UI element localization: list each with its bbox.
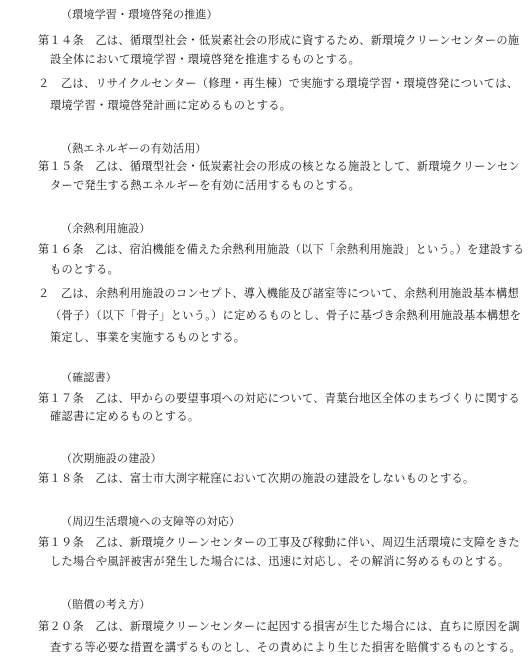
article-text-line: 第１４条 乙は、循環型社会・低炭素社会の形成に資するため、新環境クリーンセンターの施 [38,34,520,47]
article-text-line: ２ 乙は、リサイクルセンター（修理・再生棟）で実施する環境学習・環境啓発については、 [38,77,519,90]
article-text-line: 第１６条 乙は、宿泊機能を備えた余熱利用施設（以下「余熱利用施設」という。）を建設する [38,243,525,256]
article-heading: （余熱利用施設） [61,222,151,235]
article-text-line: 第１７条 乙は、甲からの要望事項への対応について、青葉台地区全体のまちづくりに関する [38,392,520,405]
article-text-line: 第２０条 乙は、新環境クリーンセンターに起因する損害が生じた場合には、直ちに原因を調 [38,620,520,633]
article-text-line: ものとする。 [50,263,119,276]
article-text-line: 確認書に定めるものとする。 [50,410,200,423]
article-text-line: 第１５条 乙は、循環型社会・低炭素社会の形成の核となる施設として、新環境クリーンセン [38,160,521,173]
article-heading: （次期施設の建設） [61,452,162,465]
article-text-line: した場合や風評被害が発生した場合には、迅速に対応し、その解消に努めるものとする。 [50,555,510,568]
article-heading: （賠償の考え方） [61,598,151,611]
article-heading: （熱エネルギーの有効活用） [61,142,207,155]
article-heading: （環境学習・環境啓発の推進） [61,8,218,21]
article-text-line: ２ 乙は、余熱利用施設のコンセプト、導入機能及び諸室等について、余熱利用施設基本構想 [38,287,520,300]
article-text-line: 査する等必要な措置を講ずるものとし、その責めにより生じた損害を賠償するものとする。 [50,641,521,654]
article-text-line: （骨子）（以下「骨子」という。）に定めるものとし、骨子に基づき余熱利用施設基本構想を [50,309,522,322]
article-text-line: 第１９条 乙は、新環境クリーンセンターの工事及び稼動に伴い、周辺生活環境に支障をきた [38,536,520,549]
article-text-line: 設全体において環境学習・環境啓発を推進するものとする。 [50,53,361,66]
article-heading: （確認書） [61,371,117,384]
article-heading: （周辺生活環境への支障等の対応） [61,515,241,528]
article-text-line: 第１８条 乙は、富士市大渕字糀窪において次期の施設の建設をしないものとする。 [38,472,475,485]
article-text-line: 策定し、事業を実施するものとする。 [50,331,246,344]
article-text-line: ターで発生する熱エネルギーを有効に活用するものとする。 [50,179,361,192]
article-text-line: 環境学習・環境啓発計画に定めるものとする。 [50,99,292,112]
